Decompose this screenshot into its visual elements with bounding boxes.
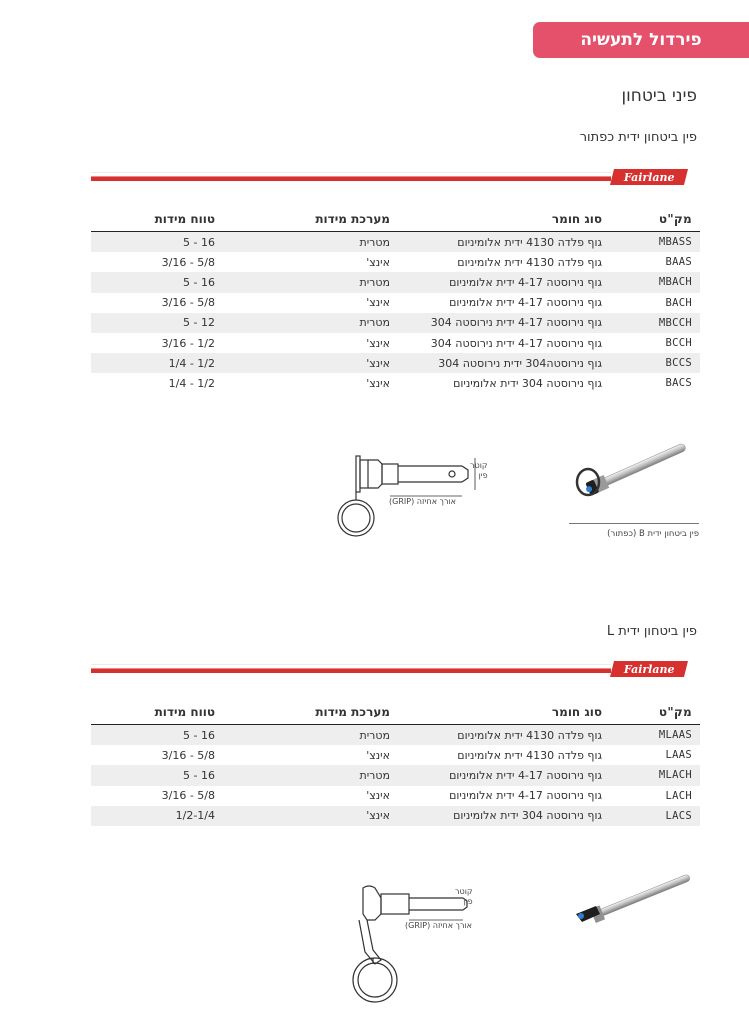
- table-row: [91, 333, 700, 353]
- section2-divider: [91, 668, 611, 673]
- section-title: פיני ביטחון: [621, 86, 697, 106]
- header-code: מק"ט: [658, 705, 692, 719]
- table-row: [91, 252, 700, 272]
- table-row: [91, 806, 700, 826]
- cell-range: 1/2 - 3/16: [161, 336, 215, 350]
- cell-material: גוף נירוסטה 4-17 ידית אלומיניום: [449, 275, 602, 289]
- table-row: [91, 272, 700, 292]
- table-row: [91, 232, 700, 252]
- table-row: [91, 313, 700, 333]
- table-header: [91, 206, 700, 232]
- cell-system: אינצ': [366, 255, 390, 269]
- cell-range: 16 - 5: [183, 275, 215, 289]
- cell-range: 5/8 - 3/16: [161, 255, 215, 269]
- cell-code: MBACH: [658, 276, 692, 289]
- cell-material: גוף נירוסטה 304 ידית אלומיניום: [453, 809, 602, 823]
- section2-title: פין ביטחון ידית L: [606, 624, 697, 639]
- header-material: סוג חומר: [551, 212, 602, 226]
- cell-system: אינצ': [366, 336, 390, 350]
- brand-logo: Fairlane: [610, 661, 688, 677]
- section2-table: [91, 699, 700, 826]
- cell-material: גוף נירוסטה 4-17 ידית נירוסטה 304: [430, 336, 602, 350]
- cell-code: BAAS: [665, 256, 692, 269]
- button-pin-photo: [570, 440, 695, 500]
- cell-system: מטרית: [359, 768, 390, 782]
- cell-range: 1/2 - 1/4: [168, 356, 215, 370]
- cell-system: מטרית: [359, 728, 390, 742]
- cell-material: גוף נירוסטה 4-17 ידית אלומיניום: [449, 768, 602, 782]
- table-row: [91, 725, 700, 745]
- section1-caption: פין ביטחון ידית B (כפתור): [569, 523, 699, 539]
- header-code: מק"ט: [658, 212, 692, 226]
- table-row: [91, 373, 700, 393]
- cell-system: אינצ': [366, 296, 390, 310]
- cell-system: מטרית: [359, 316, 390, 330]
- section1-table: [91, 206, 700, 394]
- diameter-label: קוטר פין: [470, 461, 488, 480]
- section1-title: פין ביטחון ידית כפתור: [579, 130, 697, 145]
- grip-label: אורך אחיזה (GRIP): [405, 921, 472, 930]
- cell-range: 16 - 5: [183, 768, 215, 782]
- cell-range: 16 - 5: [183, 235, 215, 249]
- diameter-label: קוטר פין: [455, 887, 473, 906]
- cell-system: מטרית: [359, 275, 390, 289]
- cell-code: BACS: [665, 377, 692, 390]
- cell-material: גוף פלדה 4130 ידית אלומיניום: [457, 748, 602, 762]
- cell-code: BCCH: [665, 337, 692, 350]
- table-row: [91, 786, 700, 806]
- table-row: [91, 765, 700, 785]
- cell-code: BACH: [665, 296, 692, 309]
- cell-range: 16 - 5: [183, 728, 215, 742]
- cell-system: אינצ': [366, 789, 390, 803]
- page-banner: פירדול לתעשיה: [533, 22, 749, 58]
- cell-material: גוף פלדה 4130 ידית אלומיניום: [457, 255, 602, 269]
- l-handle-pin-photo: [572, 870, 697, 930]
- cell-material: גוף פלדה 4130 ידית אלומיניום: [457, 728, 602, 742]
- cell-code: MBCCH: [658, 316, 692, 329]
- table-row: [91, 293, 700, 313]
- cell-range: 5/8 - 3/16: [161, 789, 215, 803]
- cell-range: 5/8 - 3/16: [161, 748, 215, 762]
- cell-system: אינצ': [366, 356, 390, 370]
- grip-label: אורך אחיזה (GRIP): [389, 497, 456, 506]
- cell-system: אינצ': [366, 376, 390, 390]
- cell-code: LAAS: [665, 749, 692, 762]
- cell-code: BCCS: [665, 357, 692, 370]
- cell-code: LACH: [665, 789, 692, 802]
- cell-code: MLAAS: [658, 729, 692, 742]
- brand-logo: Fairlane: [610, 169, 688, 185]
- cell-material: גוף נירוסטה 304 ידית אלומיניום: [453, 376, 602, 390]
- cell-system: אינצ': [366, 809, 390, 823]
- header-range: טווח מידות: [154, 212, 215, 226]
- cell-material: גוף פלדה 4130 ידית אלומיניום: [457, 235, 602, 249]
- cell-system: אינצ': [366, 748, 390, 762]
- button-pin-diagram: [330, 448, 480, 538]
- cell-material: גוף נירוסטה304 ידית נירוסטה 304: [438, 356, 602, 370]
- table-row: [91, 353, 700, 373]
- header-material: סוג חומר: [551, 705, 602, 719]
- cell-system: מטרית: [359, 235, 390, 249]
- cell-material: גוף נירוסטה 4-17 ידית נירוסטה 304: [430, 316, 602, 330]
- header-system: מערכת מידות: [315, 705, 390, 719]
- cell-code: MBASS: [658, 236, 692, 249]
- cell-range: 12 - 5: [183, 316, 215, 330]
- cell-range: 1/2-1/4: [175, 809, 215, 823]
- cell-range: 1/2 - 1/4: [168, 376, 215, 390]
- cell-range: 5/8 - 3/16: [161, 296, 215, 310]
- header-range: טווח מידות: [154, 705, 215, 719]
- cell-material: גוף נירוסטה 4-17 ידית אלומיניום: [449, 296, 602, 310]
- table-header: [91, 699, 700, 725]
- table-row: [91, 745, 700, 765]
- section1-divider: [91, 176, 611, 181]
- cell-code: MLACH: [658, 769, 692, 782]
- cell-material: גוף נירוסטה 4-17 ידית אלומיניום: [449, 789, 602, 803]
- header-system: מערכת מידות: [315, 212, 390, 226]
- cell-code: LACS: [665, 809, 692, 822]
